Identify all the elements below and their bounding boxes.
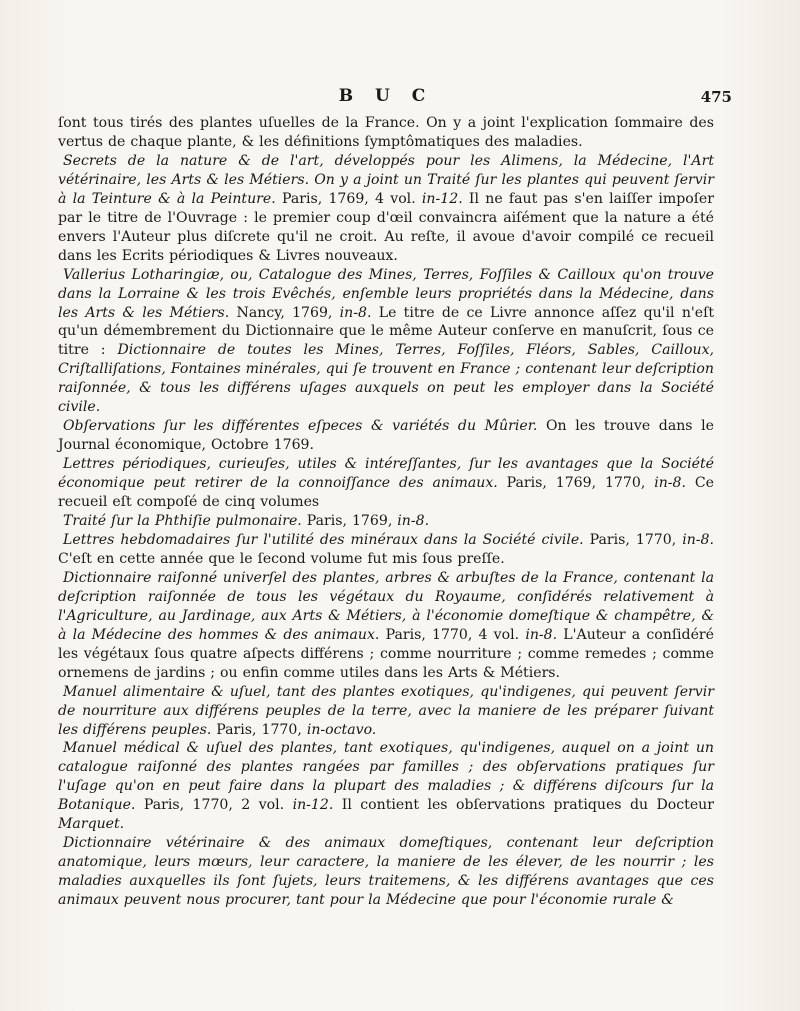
italic-text: in-12. [292,797,334,814]
roman-text: Le titre de ce Livre annonce aſſez qu'il n'eſt qu'un démembrement du Dictionnaire que le même Auteur conſerve en manuſcrit, ſous ce titre : [58,304,714,359]
paragraph [58,417,714,455]
roman-text: Paris, 1770, 4 vol. [379,626,526,643]
italic-text: Lettres périodiques, curieuſes, utiles & intéreſſantes, ſur les avantages que la Société économique peut retirer de la connoiſſance des animaux. [58,456,714,492]
roman-text: Il ne faut pas s'en laiſſer impoſer par le titre de l'Ouvrage : le premier coup d'œil convaincra aiſément que la nature a été envers l'Auteur plus diſcrete qu'il ne croit. Au reſte, il avoue d'avoir compilé ce recueil dans les Ecrits périodiques & Livres nouveaux. [58,190,715,264]
roman-text: Paris, 1769, [301,513,398,530]
italic-text: Dictionnaire vétérinaire & des animaux domeſtiques, contenant leur deſcription anatomique, leurs mœurs, leur caractere, la maniere de les élever, de les nourrir ; les maladies auxquelles ils ſont ſujets, leurs traitemens, & les différens avantages que ces animaux peuvent nous procurer, tant pour la Médecine que pour l'économie rurale & [58,835,714,909]
running-head: B U C [338,86,434,106]
italic-text: Secrets de la nature & de l'art, développés pour les Alimens, la Médecine, l'Art vétérinaire, les Arts & les Métiers. On y a joint un Traité ſur les plantes qui peuvent ſervir à la Teinture & à la Peinture. [58,152,714,207]
paragraph [58,834,714,910]
roman-text: Nancy, 1769, [229,304,340,321]
italic-text: Dictionnaire raiſonné univerſel des plantes, arbres & arbuſtes de la France, contenant la deſcription raiſonnée de tous les végétaux du Royaume, conſidérés relativement à l'Agriculture, au Jardinage, aux Arts & Métiers, à l'économie domeſtique & champêtre, & à la Médecine des hommes & des animaux. [58,569,714,643]
italic-text: in-8. [654,475,686,492]
roman-text: Paris, 1770, 2 vol. [135,797,293,814]
paragraph [58,114,714,152]
body-text [58,114,714,910]
italic-text: in-12. [421,190,463,207]
roman-text: L'Auteur a conſidéré les végétaux ſous quatre aſpects différens ; comme nourriture ; comme remedes ; comme ornemens de jardins ; ou enfin comme utiles dans les Arts & Métiers. [58,626,714,681]
italic-text: Marquet. [58,816,125,833]
paragraph [58,152,714,266]
paragraph [58,531,714,569]
roman-text: Paris, 1770, [583,531,683,548]
paragraph [58,512,714,531]
italic-text: Obſervations ſur les différentes eſpeces & variétés du Mûrier. [63,418,538,435]
paragraph [58,683,714,740]
italic-text: Manuel médical & uſuel des plantes, tant exotiques, qu'indigenes, auquel on a joint un catalogue raiſonné des plantes rangées par familles ; des obſervations pratiques ſur l'uſage qu'on en peut faire dans la plupart des maladies ; & différens diſcours ſur la Botanique. [58,740,714,814]
roman-text: Paris, 1769, 4 vol. [275,190,422,207]
paragraph [58,569,714,683]
italic-text: in-8. [397,513,430,530]
italic-text: in-8. [525,626,558,643]
page-number: 475 [700,88,732,106]
roman-text: On les trouve dans le Journal économique, Octobre 1769. [58,418,714,454]
paragraph [58,455,714,512]
italic-text: Dictionnaire de toutes les Mines, Terres, Foſſiles, Fléors, Sables, Cailloux, Criſtalliſations, Fontaines minérales, qui ſe trouvent en France ; contenant leur deſcription raiſonnée, & tous les différens uſages auxquels on peut les employer dans la Société civile. [58,342,714,416]
roman-text: C'eſt en cette année que le ſecond volume fut mis ſous preſſe. [58,550,505,567]
roman-text: Paris, 1770, [211,721,307,738]
roman-text: Ce recueil eſt compoſé de cinq volumes [58,475,715,511]
italic-text: in-octavo. [306,721,377,738]
page-header [58,86,732,108]
roman-text: ſont tous tirés des plantes uſuelles de la France. On y a joint l'explication ſommaire des vertus de chaque plante, & les définitions ſymptômatiques des maladies. [58,115,714,150]
italic-text: Manuel alimentaire & uſuel, tant des plantes exotiques, qu'indigenes, qui peuvent ſervir de nourriture aux différens peuples de la terre, avec la maniere de les préparer ſuivant les différens peuples. [58,683,714,738]
italic-text: Traité ſur la Phthiſie pulmonaire. [63,513,302,530]
italic-text: in-8. [682,531,714,548]
italic-text: in-8. [339,304,372,321]
roman-text: Paris, 1769, 1770, [497,475,655,492]
roman-text: Il contient les obſervations pratiques du Docteur [333,797,714,814]
italic-text: Vallerius Lotharingiæ, ou, Catalogue des Mines, Terres, Foſſiles & Cailloux qu'on trouve dans la Lorraine & les trois Evêchés, enſemble leurs propriétés dans la Médecine, dans les Arts & les Métiers. [58,266,714,321]
paragraph [58,739,714,834]
paragraph [58,266,714,418]
italic-text: Lettres hebdomadaires ſur l'utilité des minéraux dans la Société civile. [63,531,584,548]
